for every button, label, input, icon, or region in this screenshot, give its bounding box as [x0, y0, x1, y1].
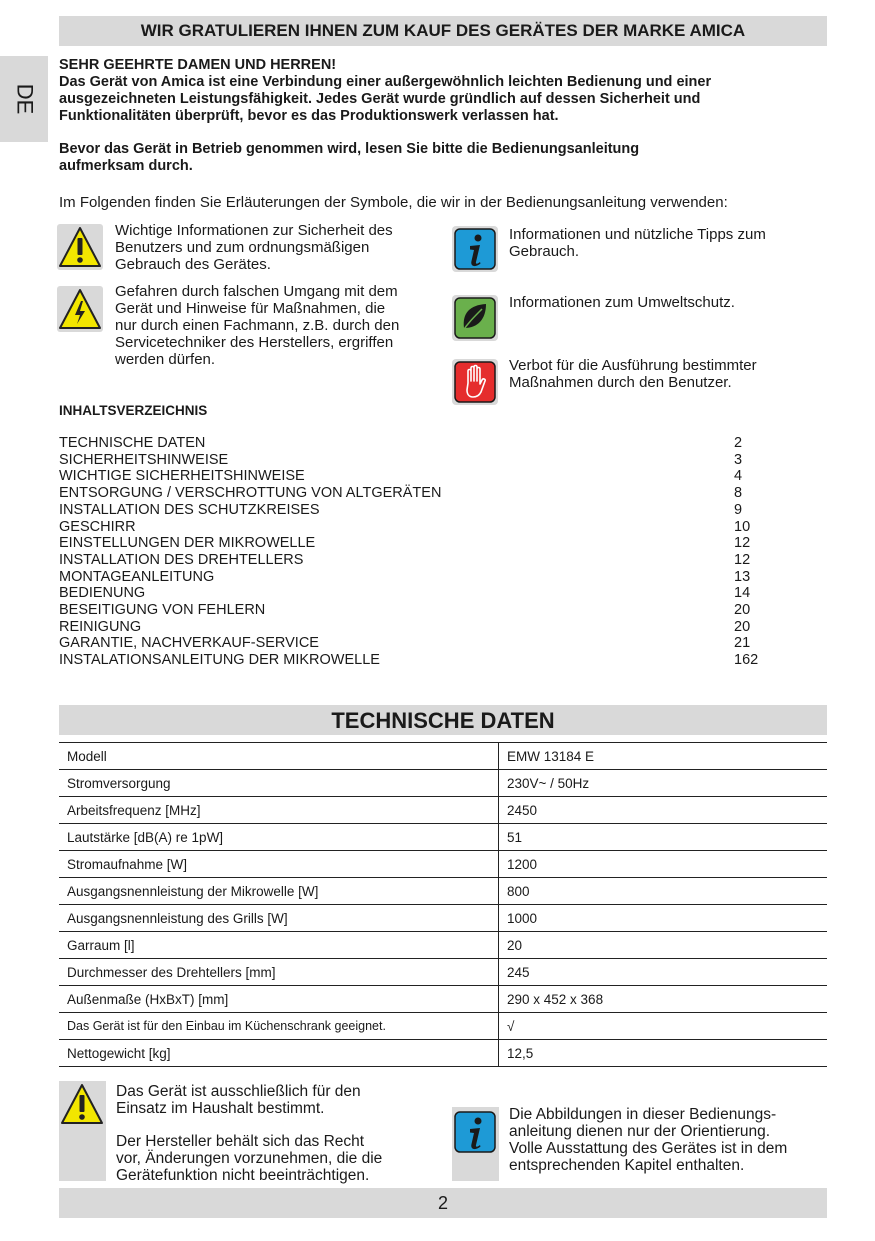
toc-item[interactable]: BESEITIGUNG VON FEHLERN 20	[59, 602, 751, 618]
technical-data-heading: TECHNISCHE DATEN	[331, 708, 555, 733]
hand-stop-icon	[452, 359, 498, 405]
greeting: SEHR GEEHRTE DAMEN UND HERREN!	[59, 57, 337, 73]
illustrations-note: Die Abbildungen in dieser Bedienungs- anleitung dienen nur der Orientierung. Volle Ausstattung des Gerätes ist in dem entsprechenden Kapitel enthalten.	[509, 1106, 788, 1174]
warning-icon	[57, 224, 103, 270]
top-banner	[59, 16, 827, 46]
toc-item[interactable]: EINSTELLUNGEN DER MIKROWELLE 12	[59, 535, 751, 551]
table-row: Garraum [l] 20	[59, 932, 827, 959]
info-text: Informationen und nützliche Tipps zum Gebrauch.	[509, 226, 766, 260]
household-note: Das Gerät ist ausschließlich für den Einsatz im Haushalt bestimmt.	[116, 1083, 361, 1117]
electric-hazard-text: Gefahren durch falschen Umgang mit dem Gerät und Hinweise für Maßnahmen, die nur durch einen Fachmann, z.B. durch den Servicetechniker des Herstellers, ergriffen werden dürfen.	[115, 283, 400, 368]
warning-text: Wichtige Informationen zur Sicherheit des Benutzers und zum ordnungsmäßigen Gebrauch des Gerätes.	[115, 222, 393, 273]
info-icon	[452, 1109, 498, 1155]
electric-hazard-icon	[57, 286, 103, 332]
toc-item[interactable]: WICHTIGE SICHERHEITSHINWEISE 4	[59, 468, 743, 484]
toc-item[interactable]: BEDIENUNG 14	[59, 585, 751, 601]
table-row: Außenmaße (HxBxT) [mm] 290 x 452 x 368	[59, 986, 827, 1013]
symbols-intro: Im Folgenden finden Sie Erläuterungen der Symbole, die wir in der Bedienungsanleitung verwenden:	[59, 194, 728, 211]
toc-item[interactable]: TECHNISCHE DATEN 2	[59, 435, 743, 451]
toc-item[interactable]: REINIGUNG 20	[59, 619, 751, 635]
table-row: Stromversorgung 230V~ / 50Hz	[59, 770, 827, 797]
page-number: 2	[437, 1193, 448, 1213]
table-row: Durchmesser des Drehtellers [mm] 245	[59, 959, 827, 986]
advice-line-1: Bevor das Gerät in Betrieb genommen wird, lesen Sie bitte die Bedienungsanleitung	[59, 141, 640, 157]
table-row: Das Gerät ist für den Einbau im Küchenschrank geeignet. √	[59, 1013, 827, 1040]
eco-text: Informationen zum Umweltschutz.	[509, 294, 735, 311]
language-label: DE	[12, 83, 37, 115]
banner-title: WIR GRATULIEREN IHNEN ZUM KAUF DES GERÄTES DER MARKE AMICA	[140, 21, 746, 40]
warning-icon	[59, 1081, 105, 1127]
toc-item[interactable]: INSTALLATION DES SCHUTZKREISES 9	[59, 502, 743, 518]
manufacturer-note: Der Hersteller behält sich das Recht vor, Änderungen vorzunehmen, die die Gerätefunktion nicht beeinträchtigen.	[116, 1133, 383, 1184]
leaf-icon	[452, 295, 498, 341]
toc-item[interactable]: GARANTIE, NACHVERKAUF-SERVICE 21	[59, 635, 751, 651]
language-tab	[0, 56, 48, 142]
intro-line-2: ausgezeichneten Leistungsfähigkeit. Jedes Gerät wurde gründlich auf dessen Sicherheit und	[59, 91, 701, 107]
technical-data-table	[59, 742, 827, 1067]
toc-item[interactable]: ENTSORGUNG / VERSCHROTTUNG VON ALTGERÄTEN 8	[59, 485, 743, 501]
toc-heading: INHALTSVERZEICHNIS	[59, 403, 208, 418]
toc-item[interactable]: INSTALLATION DES DREHTELLERS 12	[59, 552, 751, 568]
prohibition-text: Verbot für die Ausführung bestimmter Maßnahmen durch den Benutzer.	[509, 357, 757, 391]
table-row: Nettogewicht [kg] 12,5	[59, 1040, 827, 1067]
toc-item[interactable]: MONTAGEANLEITUNG 13	[59, 569, 751, 585]
intro-line-1: Das Gerät von Amica ist eine Verbindung einer außergewöhnlich leichten Bedienung und einer	[59, 74, 712, 90]
info-icon	[452, 226, 498, 272]
advice-line-2: aufmerksam durch.	[59, 158, 193, 174]
table-row: Modell EMW 13184 E	[59, 743, 827, 770]
table-row: Lautstärke [dB(A) re 1pW] 51	[59, 824, 827, 851]
technical-data-banner	[59, 705, 827, 735]
page-footer	[59, 1188, 827, 1218]
table-row: Ausgangsnennleistung der Mikrowelle [W] 800	[59, 878, 827, 905]
table-row: Stromaufnahme [W] 1200	[59, 851, 827, 878]
toc-item[interactable]: GESCHIRR 10	[59, 519, 751, 535]
toc-item[interactable]: INSTALATIONSANLEITUNG DER MIKROWELLE 162	[59, 652, 759, 668]
intro-line-3: Funktionalitäten überprüft, bevor es das Produktionswerk verlassen hat.	[59, 108, 559, 124]
table-row: Ausgangsnennleistung des Grills [W] 1000	[59, 905, 827, 932]
table-row: Arbeitsfrequenz [MHz] 2450	[59, 797, 827, 824]
toc-item[interactable]: SICHERHEITSHINWEISE 3	[59, 452, 743, 468]
